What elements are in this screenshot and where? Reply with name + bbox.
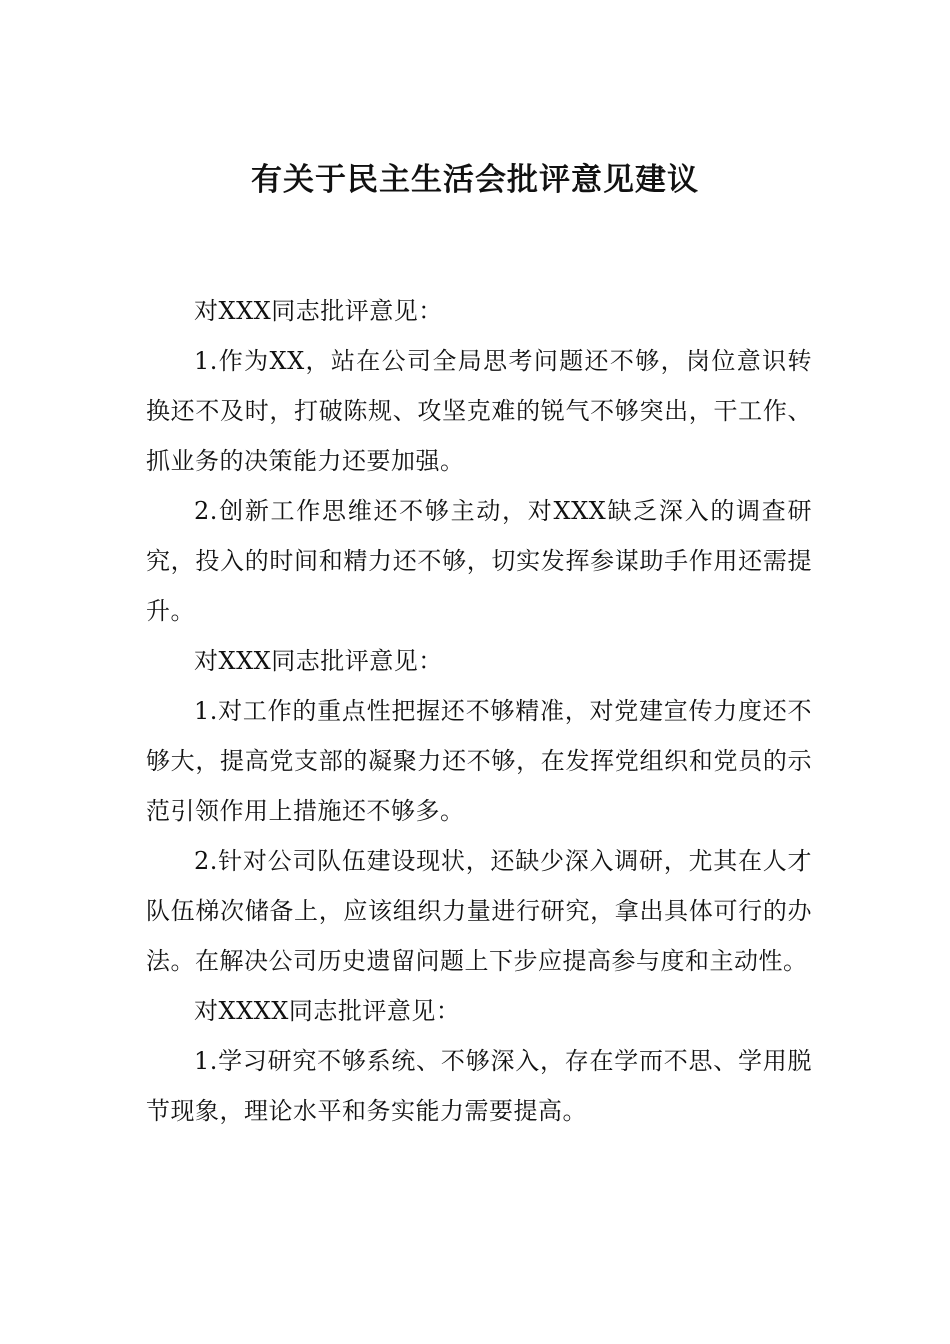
document-body	[146, 286, 812, 1136]
paragraph-3-1: 1.学习研究不够系统、不够深入，存在学而不思、学用脱节现象，理论水平和务实能力需要提高。	[146, 1047, 812, 1125]
section-heading-2: 对XXX同志批评意见：	[194, 647, 443, 675]
paragraph-2-1: 1.对工作的重点性把握还不够精准，对党建宣传力度还不够大，提高党支部的凝聚力还不够，在发挥党组织和党员的示范引领作用上措施还不够多。	[146, 697, 812, 825]
paragraph-2-2: 2.针对公司队伍建设现状，还缺少深入调研，尤其在人才队伍梯次储备上，应该组织力量进行研究，拿出具体可行的办法。在解决公司历史遗留问题上下步应提高参与度和主动性。	[146, 847, 812, 975]
section-heading-3: 对XXXX同志批评意见：	[194, 997, 461, 1025]
paragraph-1-1: 1.作为XX，站在公司全局思考问题还不够，岗位意识转换还不及时，打破陈规、攻坚克难的锐气不够突出，干工作、抓业务的决策能力还要加强。	[146, 347, 812, 475]
section-heading-1: 对XXX同志批评意见：	[194, 297, 443, 325]
paragraph-1-2: 2.创新工作思维还不够主动，对XXX缺乏深入的调查研究，投入的时间和精力还不够，切实发挥参谋助手作用还需提升。	[146, 497, 812, 625]
document-title: 有关于民主生活会批评意见建议	[251, 162, 699, 198]
